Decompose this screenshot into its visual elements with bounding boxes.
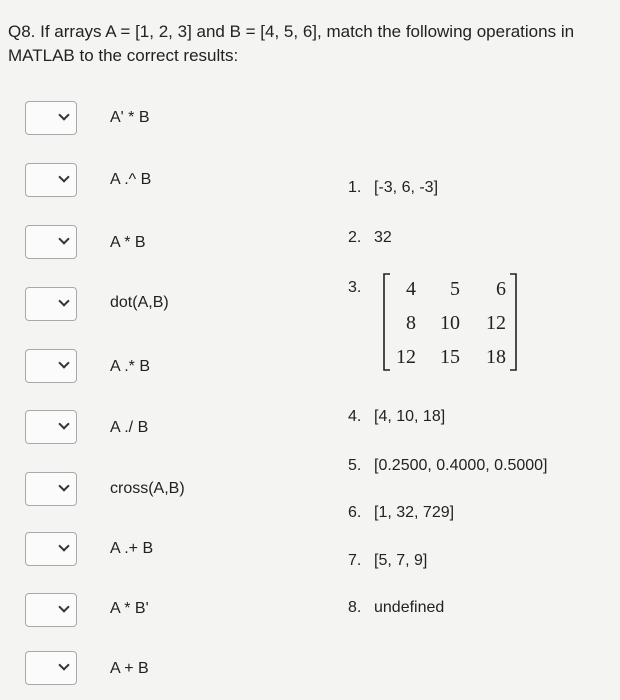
answer-number: 2.: [348, 229, 362, 246]
matrix-cell: 15: [440, 346, 460, 368]
question-line-2: MATLAB to the correct results:: [8, 46, 239, 65]
answer-number: 8.: [348, 599, 362, 616]
match-select-1[interactable]: [25, 101, 77, 135]
match-select-7[interactable]: [25, 472, 77, 506]
answer-text: [0.2500, 0.4000, 0.5000]: [374, 457, 548, 474]
chevron-down-icon: [58, 659, 69, 670]
chevron-down-icon: [58, 171, 69, 182]
operation-label: A + B: [110, 660, 149, 677]
matrix-cell: 4: [406, 278, 416, 300]
answer-matrix: [380, 270, 520, 374]
chevron-down-icon: [58, 295, 69, 306]
answer-number: 5.: [348, 457, 362, 474]
match-select-6[interactable]: [25, 410, 77, 444]
chevron-down-icon: [58, 109, 69, 120]
answer-option-5: [348, 456, 547, 476]
operation-label: A ./ B: [110, 419, 149, 436]
match-select-4[interactable]: [25, 287, 77, 321]
chevron-down-icon: [58, 540, 69, 551]
operation-label: A * B': [110, 600, 149, 617]
chevron-down-icon: [58, 357, 69, 368]
match-select-10[interactable]: [25, 651, 77, 685]
operation-label: A .+ B: [110, 540, 154, 557]
matrix-cell: 10: [440, 312, 460, 334]
operation-label: A .* B: [110, 358, 151, 375]
answer-text: [-3, 6, -3]: [374, 179, 439, 196]
answer-text: undefined: [374, 599, 445, 616]
answer-number: 1.: [348, 179, 362, 196]
operation-label: dot(A,B): [110, 294, 169, 311]
chevron-down-icon: [58, 601, 69, 612]
answer-number: 3.: [348, 279, 362, 296]
answer-text: [4, 10, 18]: [374, 408, 446, 425]
answer-option-6: [348, 503, 454, 523]
answer-text: [1, 32, 729]: [374, 504, 455, 521]
answer-text: [5, 7, 9]: [374, 552, 428, 569]
match-select-9[interactable]: [25, 593, 77, 627]
operation-label: A' * B: [110, 109, 150, 126]
matrix-cell: 5: [450, 278, 460, 300]
question-text: [8, 20, 608, 68]
matrix-cell: 6: [496, 278, 506, 300]
answer-option-1: [348, 178, 438, 198]
match-select-3[interactable]: [25, 225, 77, 259]
match-select-8[interactable]: [25, 532, 77, 566]
operation-label: A .^ B: [110, 171, 152, 188]
answer-number: 4.: [348, 408, 362, 425]
match-select-2[interactable]: [25, 163, 77, 197]
operation-label: A * B: [110, 234, 146, 251]
operation-label: cross(A,B): [110, 480, 185, 497]
chevron-down-icon: [58, 418, 69, 429]
answer-option-7: [348, 551, 427, 571]
matrix-cell: 12: [486, 312, 506, 334]
matrix-cell: 8: [406, 312, 416, 334]
answer-option-4: [348, 407, 445, 427]
chevron-down-icon: [58, 480, 69, 491]
chevron-down-icon: [58, 233, 69, 244]
answer-option-2: [348, 228, 392, 248]
matrix-cell: 18: [486, 346, 506, 368]
answer-number: 7.: [348, 552, 362, 569]
matrix-cell: 12: [396, 346, 416, 368]
answer-text: 32: [374, 229, 392, 246]
answer-number: 6.: [348, 504, 362, 521]
match-select-5[interactable]: [25, 349, 77, 383]
answer-option-8: [348, 598, 444, 618]
question-line-1: Q8. If arrays A = [1, 2, 3] and B = [4, 5, 6], match the following operations in: [8, 22, 575, 41]
